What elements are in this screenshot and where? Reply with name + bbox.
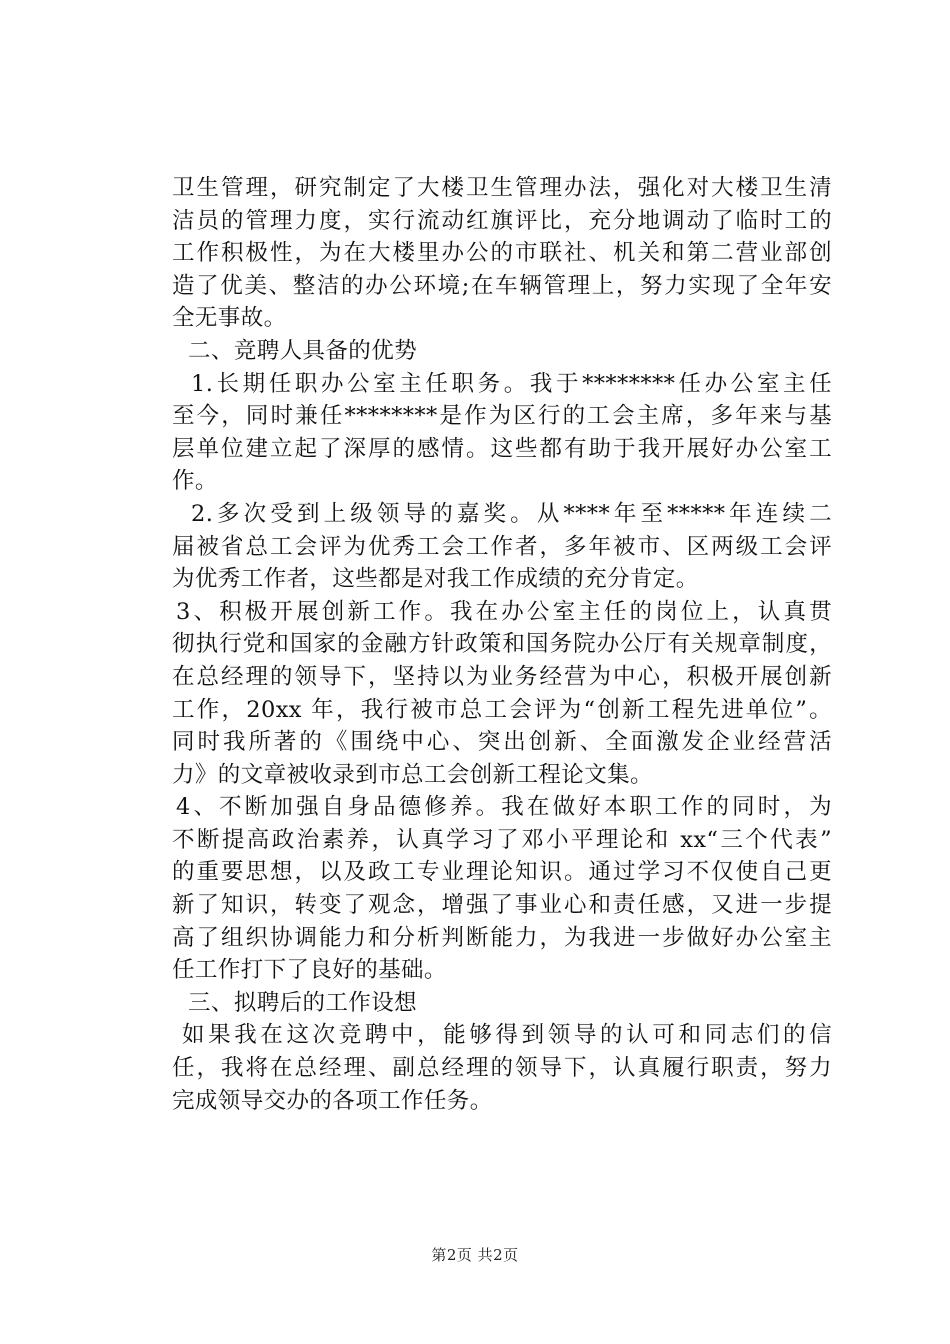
text-line: 工作，20xx 年，我行被市总工会评为“创新工程先进单位”。 bbox=[172, 696, 832, 723]
text-line: 高了组织协调能力和分析判断能力，为我进一步做好办公室主 bbox=[172, 924, 832, 951]
text-line: 2.多次受到上级领导的嘉奖。从****年至*****年连续二 bbox=[191, 500, 832, 527]
text-line: 造了优美、整洁的办公环境;在车辆管理上，努力实现了全年安 bbox=[172, 272, 832, 299]
text-line: 工作积极性，为在大楼里办公的市联社、机关和第二营业部创 bbox=[172, 240, 832, 267]
text-line: 届被省总工会评为优秀工会工作者，多年被市、区两级工会评 bbox=[172, 533, 832, 560]
text-line: 彻执行党和国家的金融方针政策和国务院办公厅有关规章制度， bbox=[172, 631, 832, 658]
section-heading: 二、竞聘人具备的优势 bbox=[188, 337, 418, 364]
document-body bbox=[172, 172, 832, 1117]
text-line: 任工作打下了良好的基础。 bbox=[172, 957, 447, 984]
text-line: 不断提高政治素养，认真学习了邓小平理论和 xx“三个代表” bbox=[172, 826, 832, 853]
text-line: 3、积极开展创新工作。我在办公室主任的岗位上，认真贯 bbox=[176, 598, 832, 625]
text-line: 层单位建立起了深厚的感情。这些都有助于我开展好办公室工 bbox=[172, 435, 832, 462]
text-line: 洁员的管理力度，实行流动红旗评比，充分地调动了临时工的 bbox=[172, 207, 832, 234]
text-line: 任，我将在总经理、副总经理的领导下，认真履行职责，努力 bbox=[172, 1055, 832, 1082]
text-line: 的重要思想，以及政工专业理论知识。通过学习不仅使自己更 bbox=[172, 859, 832, 886]
text-line: 同时我所著的《围绕中心、突出创新、全面激发企业经营活 bbox=[172, 729, 832, 756]
text-line: 作。 bbox=[172, 468, 218, 495]
text-line: 4、不断加强自身品德修养。我在做好本职工作的同时，为 bbox=[176, 794, 832, 821]
text-line: 力》的文章被收录到市总工会创新工程论文集。 bbox=[172, 761, 653, 788]
text-line: 至今，同时兼任********是作为区行的工会主席，多年来与基 bbox=[172, 403, 832, 430]
text-line: 在总经理的领导下，坚持以为业务经营为中心，积极开展创新 bbox=[172, 663, 832, 690]
text-line: 如果我在这次竞聘中，能够得到领导的认可和同志们的信 bbox=[182, 1022, 832, 1049]
text-line: 卫生管理，研究制定了大楼卫生管理办法，强化对大楼卫生清 bbox=[172, 175, 832, 201]
text-line: 为优秀工作者，这些都是对我工作成绩的充分肯定。 bbox=[172, 566, 699, 593]
page-footer: 第2页 共2页 bbox=[431, 1246, 519, 1264]
text-line: 全无事故。 bbox=[172, 305, 287, 332]
text-line: 完成领导交办的各项工作任务。 bbox=[172, 1087, 493, 1114]
text-line: 1.长期任职办公室主任职务。我于********任办公室主任 bbox=[191, 370, 832, 397]
text-line: 新了知识，转变了观念，增强了事业心和责任感，又进一步提 bbox=[172, 892, 832, 919]
section-heading: 三、拟聘后的工作设想 bbox=[188, 989, 418, 1016]
